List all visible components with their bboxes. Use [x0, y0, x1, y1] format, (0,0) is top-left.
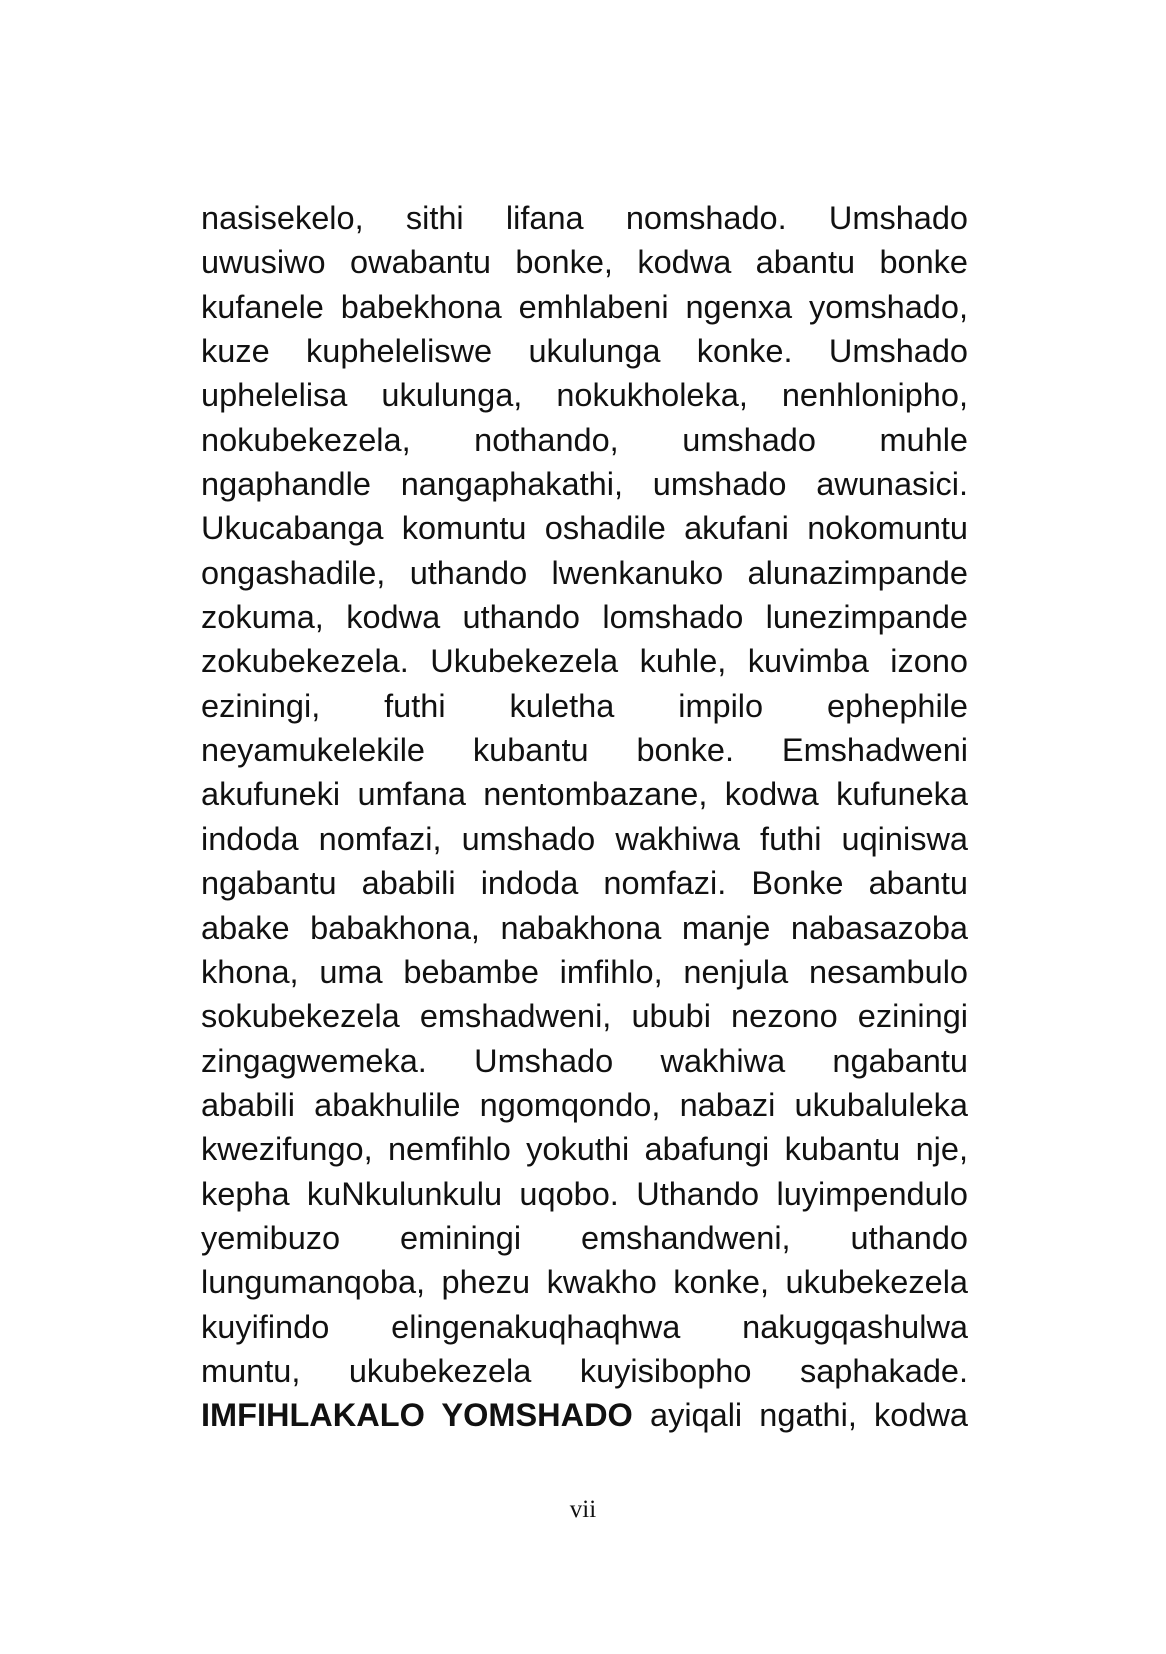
text-run: ayiqali ngathi, kodwa — [632, 1397, 968, 1434]
text-line: zingagwemeka. Umshado wakhiwa ngabantu — [201, 1042, 968, 1079]
text-line-final — [201, 1393, 968, 1437]
book-title-bold: IMFIHLAKALO YOMSHADO — [201, 1397, 633, 1434]
text-line: lungumanqoba, phezu kwakho konke, ukubekezela — [201, 1264, 968, 1301]
text-line: nasisekelo, sithi lifana nomshado. Umshado — [201, 200, 968, 236]
body-text — [201, 196, 968, 1438]
text-line: abake babakhona, nabakhona manje nabasazoba — [201, 909, 968, 946]
text-line: uphelelisa ukulunga, nokukholeka, nenhlonipho, — [201, 377, 968, 414]
text-line: sokubekezela emshadweni, ububi nezono eziningi — [201, 998, 968, 1035]
text-line: kwezifungo, nemfihlo yokuthi abafungi kubantu nje, — [201, 1131, 968, 1168]
text-line: kufanele babekhona emhlabeni ngenxa yomshado, — [201, 288, 968, 325]
text-line: zokuma, kodwa uthando lomshado lunezimpande — [201, 599, 968, 636]
text-line: akufuneki umfana nentombazane, kodwa kufuneka — [201, 776, 968, 813]
text-line: kepha kuNkulunkulu uqobo. Uthando luyimpendulo — [201, 1175, 968, 1212]
text-line: yemibuzo eminingi emshandweni, uthando — [201, 1219, 968, 1256]
page-number: vii — [569, 1496, 597, 1523]
text-line: eziningi, futhi kuletha impilo ephephile — [201, 687, 968, 724]
text-line: indoda nomfazi, umshado wakhiwa futhi uqiniswa — [201, 820, 968, 857]
text-line: khona, uma bebambe imfihlo, nenjula nesambulo — [201, 953, 968, 990]
text-line: zokubekezela. Ukubekezela kuhle, kuvimba izono — [201, 643, 968, 680]
text-line: kuyifindo elingenakuqhaqhwa nakugqashulwa — [201, 1308, 968, 1345]
text-line: ababili abakhulile ngomqondo, nabazi ukubaluleka — [201, 1086, 968, 1123]
text-line: kuze kupheleliswe ukulunga konke. Umshado — [201, 333, 968, 370]
text-line: Ukucabanga komuntu oshadile akufani nokomuntu — [201, 510, 968, 547]
text-line: uwusiwo owabantu bonke, kodwa abantu bonke — [201, 244, 968, 281]
text-line: muntu, ukubekezela kuyisibopho saphakade. — [201, 1352, 968, 1389]
text-line: ongashadile, uthando lwenkanuko alunazimpande — [201, 554, 968, 591]
text-line: neyamukelekile kubantu bonke. Emshadweni — [201, 732, 968, 769]
text-line: ngabantu ababili indoda nomfazi. Bonke abantu — [201, 865, 968, 902]
text-line: nokubekezela, nothando, umshado muhle — [201, 421, 968, 458]
text-line: ngaphandle nangaphakathi, umshado awunasici. — [201, 466, 968, 503]
